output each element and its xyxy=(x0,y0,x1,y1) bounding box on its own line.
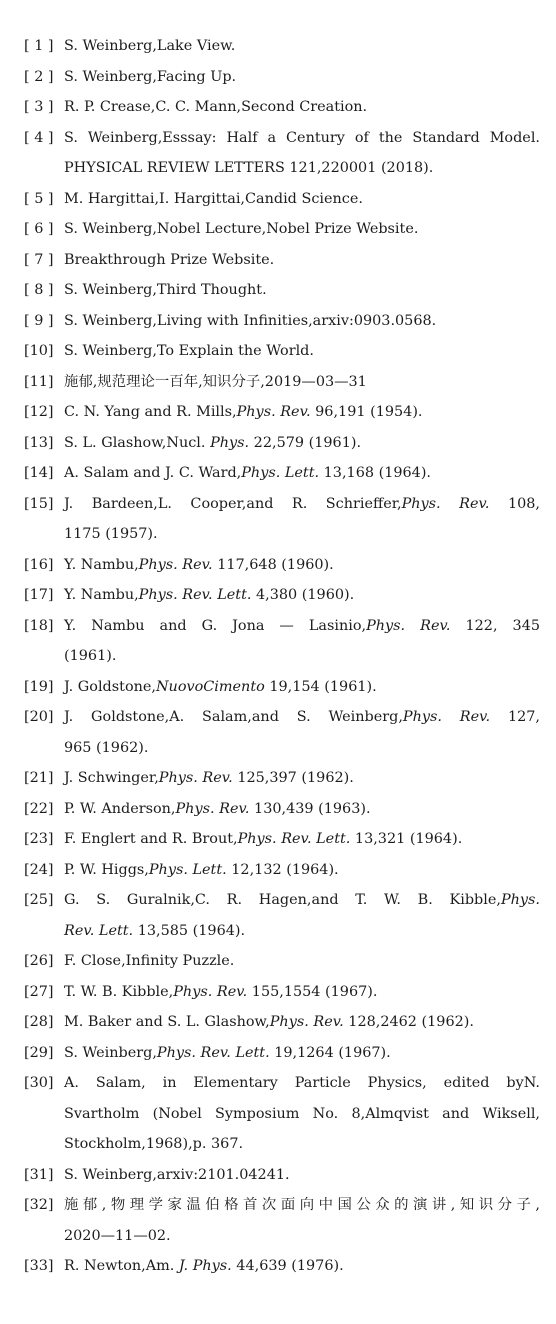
reference-number: [ 8 ] xyxy=(24,282,54,298)
reference-segment: Y. Nambu, xyxy=(64,556,139,573)
reference-entry xyxy=(24,489,540,550)
reference-entry xyxy=(24,702,540,763)
reference-text xyxy=(64,946,540,977)
reference-segment: 施郁,规范理论一百年,知识分子,2019—03—31 xyxy=(64,373,367,390)
reference-segment: 1175 (1957). xyxy=(64,526,158,542)
reference-text xyxy=(64,123,540,184)
reference-segment: S. Weinberg,Esssay: Half a Century of the Standard Model. xyxy=(64,129,540,146)
reference-text xyxy=(64,672,540,703)
reference-entry xyxy=(24,92,540,123)
reference-segment: 965 (1962). xyxy=(64,739,149,756)
reference-line xyxy=(64,733,540,764)
journal-name: Phys. Rev. xyxy=(175,800,250,817)
reference-line xyxy=(64,641,540,672)
reference-number: [26] xyxy=(24,953,54,969)
journal-name: Phys. Rev. xyxy=(366,617,451,634)
reference-number: [ 3 ] xyxy=(24,99,54,115)
reference-segment: P. W. Anderson, xyxy=(64,800,176,817)
reference-entry xyxy=(24,1007,540,1038)
reference-number: [29] xyxy=(24,1044,54,1061)
reference-text xyxy=(64,489,540,550)
reference-segment: 127, xyxy=(490,709,540,725)
reference-number: [ 5 ] xyxy=(24,190,54,207)
reference-number: [22] xyxy=(24,800,54,817)
reference-text xyxy=(64,245,540,276)
reference-number: [16] xyxy=(24,556,54,573)
reference-line xyxy=(64,855,540,886)
reference-entry xyxy=(24,1038,540,1069)
reference-text xyxy=(64,214,540,245)
reference-segment: 2020—11—02. xyxy=(64,1227,171,1244)
reference-text xyxy=(64,580,540,611)
reference-segment: 44,639 (1976). xyxy=(231,1258,344,1274)
reference-entry xyxy=(24,31,540,62)
reference-entry xyxy=(24,214,540,245)
reference-line xyxy=(64,794,540,825)
reference-text xyxy=(64,184,540,215)
reference-segment: 12,132 (1964). xyxy=(226,861,339,878)
reference-segment: C. N. Yang and R. Mills, xyxy=(64,404,237,420)
reference-segment: 155,1554 (1967). xyxy=(247,983,378,1000)
reference-line xyxy=(64,306,540,337)
reference-number: [11] xyxy=(24,373,54,390)
reference-segment: 117,648 (1960). xyxy=(212,556,334,573)
reference-segment: 22,579 (1961). xyxy=(249,434,362,451)
reference-number: [23] xyxy=(24,831,54,847)
reference-number: [19] xyxy=(24,678,54,695)
reference-line xyxy=(64,336,540,367)
reference-segment: 19,1264 (1967). xyxy=(269,1044,391,1061)
reference-segment: G. S. Guralnik,C. R. Hagen,and T. W. B. Kibble, xyxy=(64,892,501,908)
reference-number: [15] xyxy=(24,495,54,512)
reference-segment: S. Weinberg,Lake View. xyxy=(64,38,236,54)
reference-number: [18] xyxy=(24,617,54,634)
reference-text xyxy=(64,31,540,62)
reference-segment: 19,154 (1961). xyxy=(264,678,377,695)
reference-line xyxy=(64,153,540,184)
reference-segment: M. Hargittai,I. Hargittai,Candid Science. xyxy=(64,190,363,207)
reference-text xyxy=(64,763,540,794)
reference-line xyxy=(64,1160,540,1191)
reference-entry xyxy=(24,977,540,1008)
reference-entry xyxy=(24,885,540,946)
reference-segment: 13,585 (1964). xyxy=(133,922,246,939)
reference-number: [24] xyxy=(24,861,54,878)
reference-segment: S. Weinberg,Nobel Lecture,Nobel Prize Website. xyxy=(64,221,419,237)
reference-number: [ 6 ] xyxy=(24,221,54,237)
reference-segment: A. Salam, in Elementary Particle Physics, edited byN. xyxy=(64,1075,540,1091)
reference-line xyxy=(64,1038,540,1069)
journal-name: Phys. Rev. Lett. xyxy=(156,1044,270,1061)
reference-segment: J. Goldstone, xyxy=(64,678,156,695)
reference-entry xyxy=(24,397,540,428)
reference-line xyxy=(64,367,540,398)
reference-segment: S. Weinberg,To Explain the World. xyxy=(64,343,314,359)
reference-entry xyxy=(24,336,540,367)
reference-entry xyxy=(24,794,540,825)
reference-text xyxy=(64,62,540,93)
reference-entry xyxy=(24,275,540,306)
reference-segment: 施郁,物理学家温伯格首次面向中国公众的演讲,知识分子, xyxy=(64,1197,540,1213)
reference-segment: F. Englert and R. Brout, xyxy=(64,831,238,847)
reference-text xyxy=(64,1160,540,1191)
reference-text xyxy=(64,824,540,855)
reference-line xyxy=(64,1129,540,1160)
reference-line xyxy=(64,824,540,855)
reference-entry xyxy=(24,855,540,886)
reference-text xyxy=(64,977,540,1008)
reference-line xyxy=(64,946,540,977)
reference-text xyxy=(64,885,540,946)
reference-segment: Y. Nambu and G. Jona — Lasinio, xyxy=(64,617,367,634)
reference-text xyxy=(64,306,540,337)
reference-segment: PHYSICAL REVIEW LETTERS 121,220001 (2018). xyxy=(64,160,434,176)
reference-line xyxy=(64,1099,540,1130)
reference-number: [30] xyxy=(24,1075,54,1091)
reference-line xyxy=(64,916,540,947)
reference-entry xyxy=(24,824,540,855)
reference-line xyxy=(64,702,540,733)
reference-entry xyxy=(24,1160,540,1191)
reference-segment: R. P. Crease,C. C. Mann,Second Creation. xyxy=(64,99,368,115)
reference-text xyxy=(64,275,540,306)
reference-segment: S. Weinberg,Facing Up. xyxy=(64,68,237,85)
reference-line xyxy=(64,458,540,489)
reference-text xyxy=(64,1007,540,1038)
journal-name: Phys. Lett. xyxy=(241,465,320,481)
reference-entry xyxy=(24,1190,540,1251)
reference-entry xyxy=(24,428,540,459)
reference-segment: 108, xyxy=(489,495,540,512)
reference-line xyxy=(64,977,540,1008)
reference-entry xyxy=(24,550,540,581)
journal-name: Phys. Rev. Lett. xyxy=(237,831,351,847)
reference-segment: 13,321 (1964). xyxy=(350,831,463,847)
reference-number: [21] xyxy=(24,770,54,786)
reference-number: [28] xyxy=(24,1014,54,1030)
journal-name: Phys. Rev. xyxy=(269,1014,344,1030)
reference-entry xyxy=(24,611,540,672)
reference-text xyxy=(64,428,540,459)
reference-segment: (1961). xyxy=(64,648,117,664)
reference-list xyxy=(24,31,540,1282)
reference-number: [12] xyxy=(24,404,54,420)
reference-line xyxy=(64,245,540,276)
reference-entry xyxy=(24,1068,540,1160)
reference-segment: A. Salam and J. C. Ward, xyxy=(64,465,242,481)
reference-text xyxy=(64,1190,540,1251)
reference-segment: J. Bardeen,L. Cooper,and R. Schrieffer, xyxy=(64,495,402,512)
reference-number: [33] xyxy=(24,1258,54,1274)
journal-name: J. Phys. xyxy=(178,1258,232,1274)
reference-segment: J. Schwinger, xyxy=(64,770,159,786)
reference-line xyxy=(64,519,540,550)
reference-number: [ 4 ] xyxy=(24,129,54,146)
journal-name: Phys. Rev. xyxy=(173,983,248,1000)
reference-segment: Breakthrough Prize Website. xyxy=(64,251,275,268)
reference-segment: 13,168 (1964). xyxy=(319,465,432,481)
reference-text xyxy=(64,458,540,489)
reference-segment: Svartholm (Nobel Symposium No. 8,Almqvist and Wiksell, xyxy=(64,1105,540,1122)
reference-line xyxy=(64,885,540,916)
journal-name: Phys. Rev. xyxy=(402,709,491,725)
reference-entry xyxy=(24,367,540,398)
reference-segment: 125,397 (1962). xyxy=(232,770,354,786)
reference-number: [13] xyxy=(24,434,54,451)
reference-number: [31] xyxy=(24,1166,54,1183)
reference-line xyxy=(64,763,540,794)
reference-text xyxy=(64,1251,540,1282)
reference-line xyxy=(64,62,540,93)
reference-text xyxy=(64,1068,540,1160)
journal-name: NuovoCimento xyxy=(155,678,265,695)
reference-line xyxy=(64,550,540,581)
journal-name: Phys. Rev. xyxy=(158,770,233,786)
journal-name: Phys. Rev. xyxy=(401,495,490,512)
reference-number: [32] xyxy=(24,1197,54,1213)
reference-segment: Y. Nambu, xyxy=(64,587,139,603)
reference-segment: Stockholm,1968),p. 367. xyxy=(64,1136,244,1152)
reference-entry xyxy=(24,123,540,184)
reference-segment: 130,439 (1963). xyxy=(249,800,371,817)
reference-entry xyxy=(24,245,540,276)
reference-segment: P. W. Higgs, xyxy=(64,861,149,878)
reference-line xyxy=(64,672,540,703)
reference-number: [27] xyxy=(24,983,54,1000)
reference-entry xyxy=(24,1251,540,1282)
reference-number: [ 9 ] xyxy=(24,312,54,329)
reference-line xyxy=(64,428,540,459)
reference-entry xyxy=(24,184,540,215)
reference-number: [10] xyxy=(24,343,54,359)
reference-text xyxy=(64,92,540,123)
reference-segment: F. Close,Infinity Puzzle. xyxy=(64,953,235,969)
reference-number: [ 1 ] xyxy=(24,38,54,54)
reference-text xyxy=(64,611,540,672)
reference-segment: 128,2462 (1962). xyxy=(343,1014,474,1030)
reference-number: [20] xyxy=(24,709,54,725)
reference-segment: S. L. Glashow,Nucl. xyxy=(64,434,211,451)
reference-text xyxy=(64,1038,540,1069)
reference-entry xyxy=(24,763,540,794)
reference-segment: T. W. B. Kibble, xyxy=(64,983,174,1000)
reference-number: [ 2 ] xyxy=(24,68,54,85)
reference-entry xyxy=(24,458,540,489)
reference-line xyxy=(64,92,540,123)
reference-line xyxy=(64,1068,540,1099)
journal-name: Phys. xyxy=(500,892,540,908)
reference-line xyxy=(64,1221,540,1252)
reference-number: [17] xyxy=(24,587,54,603)
reference-number: [25] xyxy=(24,892,54,908)
reference-entry xyxy=(24,672,540,703)
reference-segment: S. Weinberg, xyxy=(64,1044,157,1061)
reference-text xyxy=(64,702,540,763)
journal-name: Phys. Lett. xyxy=(148,861,227,878)
reference-segment: S. Weinberg,Third Thought. xyxy=(64,282,267,298)
reference-text xyxy=(64,336,540,367)
reference-line xyxy=(64,31,540,62)
reference-entry xyxy=(24,62,540,93)
reference-entry xyxy=(24,580,540,611)
reference-line xyxy=(64,580,540,611)
reference-entry xyxy=(24,946,540,977)
reference-number: [ 7 ] xyxy=(24,251,54,268)
journal-name: Phys. xyxy=(210,434,250,451)
reference-segment: J. Goldstone,A. Salam,and S. Weinberg, xyxy=(64,709,403,725)
reference-line xyxy=(64,611,540,642)
reference-line xyxy=(64,1251,540,1282)
reference-segment: S. Weinberg,Living with Infinities,arxiv:0903.0568. xyxy=(64,312,437,329)
reference-line xyxy=(64,489,540,520)
journal-name: Phys. Rev. Lett. xyxy=(138,587,252,603)
journal-name: Phys. Rev. xyxy=(138,556,213,573)
reference-line xyxy=(64,184,540,215)
reference-line xyxy=(64,397,540,428)
reference-text xyxy=(64,397,540,428)
reference-line xyxy=(64,1007,540,1038)
journal-name: Phys. Rev. xyxy=(236,404,311,420)
reference-line xyxy=(64,214,540,245)
reference-entry xyxy=(24,306,540,337)
reference-segment: 96,191 (1954). xyxy=(310,404,423,420)
reference-text xyxy=(64,855,540,886)
reference-segment: R. Newton,Am. xyxy=(64,1258,179,1274)
journal-name: Rev. Lett. xyxy=(64,922,134,939)
reference-line xyxy=(64,123,540,154)
reference-segment: S. Weinberg,arxiv:2101.04241. xyxy=(64,1166,290,1183)
reference-text xyxy=(64,367,540,398)
reference-segment: 122, 345 xyxy=(450,617,541,634)
reference-segment: M. Baker and S. L. Glashow, xyxy=(64,1014,270,1030)
reference-number: [14] xyxy=(24,465,54,481)
reference-line xyxy=(64,1190,540,1221)
reference-text xyxy=(64,550,540,581)
reference-line xyxy=(64,275,540,306)
reference-segment: 4,380 (1960). xyxy=(251,587,355,603)
reference-text xyxy=(64,794,540,825)
